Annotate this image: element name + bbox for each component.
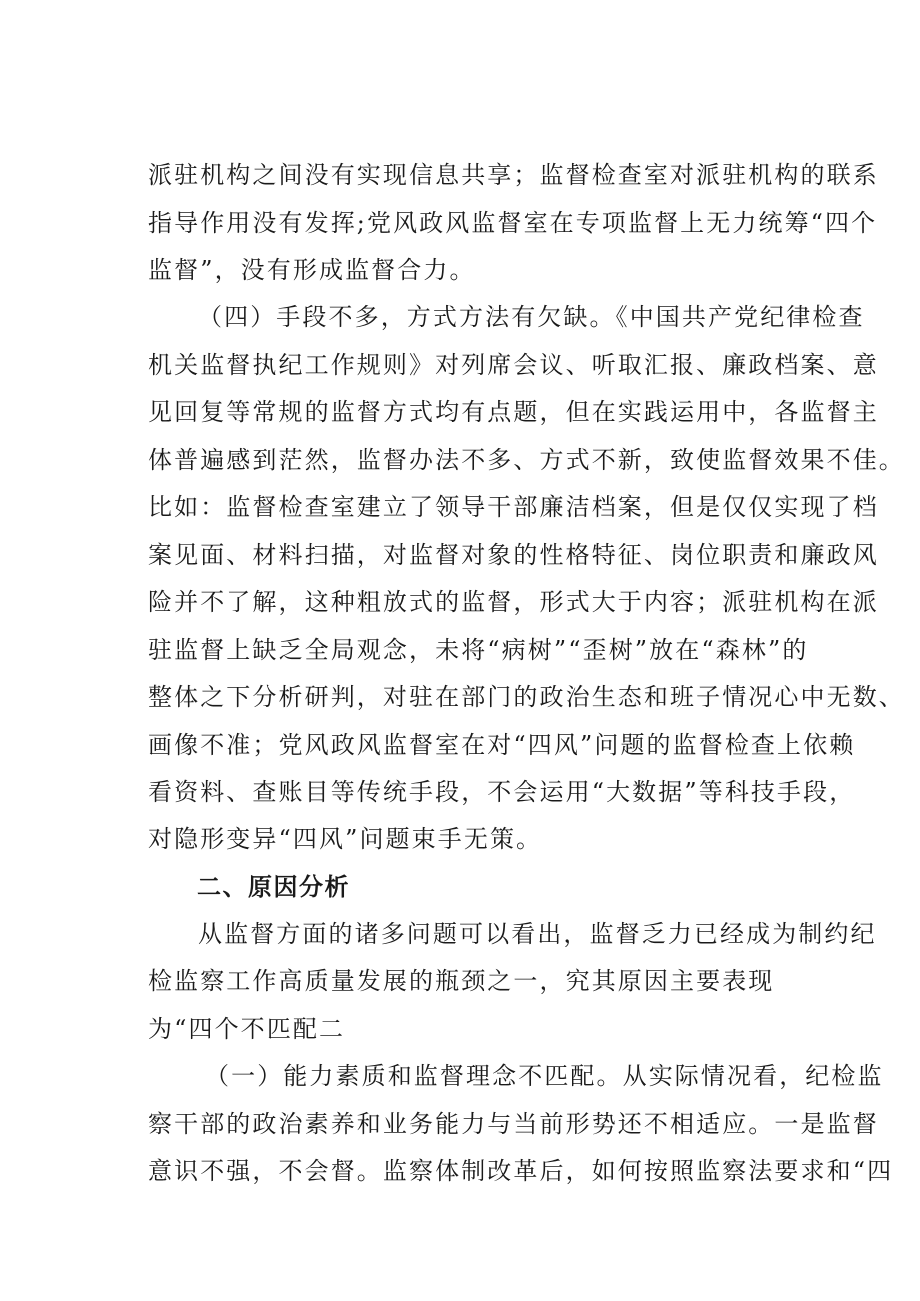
text-line: 察干部的政治素养和业务能力与当前形势还不相适应。一是监督 (148, 1110, 879, 1138)
text-line: 机关监督执纪工作规则》对列席会议、听取汇报、廉政档案、意 (148, 351, 879, 379)
text-line: 从监督方面的诸多问题可以看出，监督乏力已经成为制约纪 (198, 920, 877, 948)
text-line: 指导作用没有发挥;党风政风监督室在专项监督上无力统筹“四个 (148, 209, 878, 237)
text-line: （一）能力素质和监督理念不匹配。从实际情况看，纪检监 (205, 1062, 884, 1090)
text-line: 案见面、材料扫描，对监督对象的性格特征、岗位职责和廉政风 (148, 541, 879, 569)
text-line: 比如：监督检查室建立了领导干部廉洁档案，但是仅仅实现了档 (148, 493, 879, 521)
text-line: 检监察工作高质量发展的瓶颈之一，究其原因主要表现 (148, 967, 775, 995)
text-line: 见回复等常规的监督方式均有点题，但在实践运用中，各监督主 (148, 398, 879, 426)
section-heading: 二、原因分析 (197, 873, 350, 901)
text-line: （四）手段不多，方式方法有欠缺。《中国共产党纪律检查 (198, 303, 865, 331)
text-line: 监督”，没有形成监督合力。 (148, 256, 476, 284)
text-line: 派驻机构之间没有实现信息共享；监督检查室对派驻机构的联系 (148, 161, 879, 189)
text-line: 体普遍感到茫然，监督办法不多、方式不新，致使监督效果不佳。 (148, 446, 905, 474)
text-line: 为“四个不匹配二 (148, 1015, 346, 1043)
text-line: 画像不准；党风政风监督室在对“四风”问题的监督检查上依赖 (148, 731, 856, 759)
text-line: 看资料、查账目等传统手段，不会运用“大数据”等科技手段， (148, 778, 856, 806)
text-line: 意识不强，不会督。监察体制改革后，如何按照监察法要求和“四 (148, 1157, 894, 1185)
text-line: 驻监督上缺乏全局观念，未将“病树”“歪树”放在“森林”的 (148, 636, 809, 664)
text-line: 整体之下分析研判，对驻在部门的政治生态和班子情况心中无数、 (148, 683, 905, 711)
text-line: 险并不了解，这种粗放式的监督，形式大于内容；派驻机构在派 (148, 588, 879, 616)
text-line: 对隐形变异“四风”问题束手无策。 (148, 825, 543, 853)
